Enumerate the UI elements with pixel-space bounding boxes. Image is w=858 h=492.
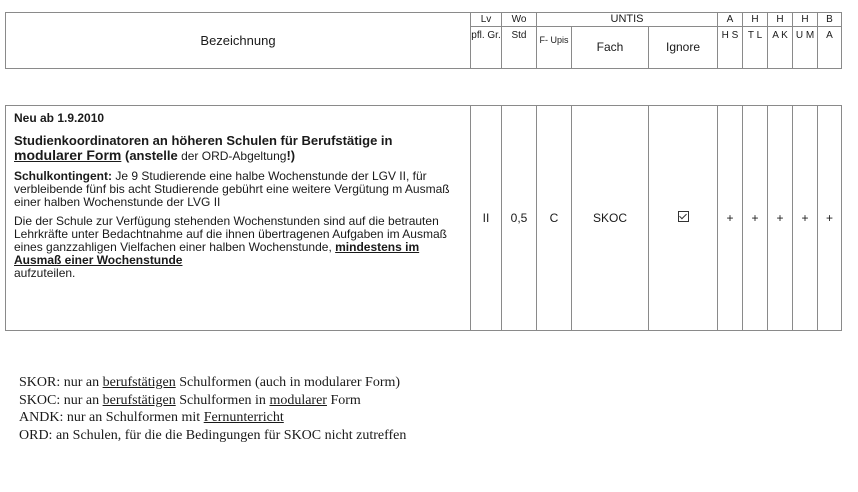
- row-col-1: +: [718, 106, 743, 331]
- row-description: [6, 106, 471, 331]
- row-title: [14, 133, 464, 164]
- row-kontingent: [14, 170, 464, 209]
- row-verteilung: [14, 215, 464, 280]
- header-col-3-sub: A K: [768, 27, 793, 69]
- row-title-a: Studienkoordinatoren an höheren Schulen für Berufstätige in: [14, 133, 393, 148]
- row-kontingent-text: Je 9 Studierende eine halbe Wochenstunde der LGV II, für verbleibende fünf bis acht Studierende gebührt eine weitere Vergütung m Ausmaß einer halben Wochenstunde der LVG II: [14, 169, 450, 209]
- header-col-5-sub: A: [818, 27, 842, 69]
- header-col-3-top: H: [768, 13, 793, 27]
- row-lv: II: [471, 106, 502, 331]
- row-fupis: C: [537, 106, 572, 331]
- header-lv: Lv: [471, 13, 502, 27]
- header-col-1-top: A: [718, 13, 743, 27]
- row-verteilung-end: aufzuteilen.: [14, 266, 76, 280]
- header-wo-sub: Std: [502, 27, 537, 69]
- row-kontingent-label: Schulkontingent:: [14, 169, 112, 183]
- data-table: [5, 105, 842, 331]
- note-skor: SKOR: nur an berufstätigen Schulformen (auch in modularer Form): [19, 375, 401, 390]
- header-fach: Fach: [572, 27, 649, 69]
- notes: [19, 374, 406, 444]
- header-col-5-top: B: [818, 13, 842, 27]
- row-col-3: +: [768, 106, 793, 331]
- row-title-c-bold: (anstelle: [124, 148, 178, 163]
- row-title-c: der ORD-Abgeltung: [177, 149, 287, 163]
- row-col-5: +: [818, 106, 842, 331]
- header-col-2-sub: T L: [743, 27, 768, 69]
- row-title-b: modularer Form: [14, 147, 122, 163]
- row-neu: Neu ab 1.9.2010: [14, 111, 105, 125]
- row-ignore[interactable]: [649, 106, 718, 331]
- header-untis: UNTIS: [537, 13, 718, 27]
- note-andk: ANDK: nur an Schulformen mit Fernunterricht: [19, 410, 284, 425]
- row-title-c-end: !): [286, 148, 296, 163]
- table-row: [6, 106, 842, 331]
- header-col-4-sub: U M: [793, 27, 818, 69]
- row-wo: 0,5: [502, 106, 537, 331]
- note-ord: ORD: an Schulen, für die die Bedingungen für SKOC nicht zutreffen: [19, 427, 407, 443]
- header-fupis: F- Upis: [537, 27, 572, 69]
- note-skoc: SKOC: nur an berufstätigen Schulformen in modularer Form: [19, 392, 361, 408]
- ignore-checkbox[interactable]: [678, 211, 689, 222]
- row-col-4: +: [793, 106, 818, 331]
- row-verteilung-text: Die der Schule zur Verfügung stehenden Wochenstunden sind auf die betrauten Lehrkräfte unter Bedachtnahme auf die ihnen übertragenen Aufgaben im Ausmaß eines ganzzahligen Vielfachen einer halben Wochenstunde,: [14, 214, 447, 254]
- header-col-2-top: H: [743, 13, 768, 27]
- row-col-2: +: [743, 106, 768, 331]
- header-col-1-sub: H S: [718, 27, 743, 69]
- header-col-4-top: H: [793, 13, 818, 27]
- header-wo: Wo: [502, 13, 537, 27]
- row-verteilung-bold: mindestens im Ausmaß einer Wochenstunde: [14, 240, 420, 267]
- header-bezeichnung: Bezeichnung: [6, 13, 471, 69]
- header-lv-sub: pfl. Gr.: [471, 27, 502, 69]
- header-table: [5, 12, 842, 69]
- header-ignore: Ignore: [649, 27, 718, 69]
- row-fach: SKOC: [572, 106, 649, 331]
